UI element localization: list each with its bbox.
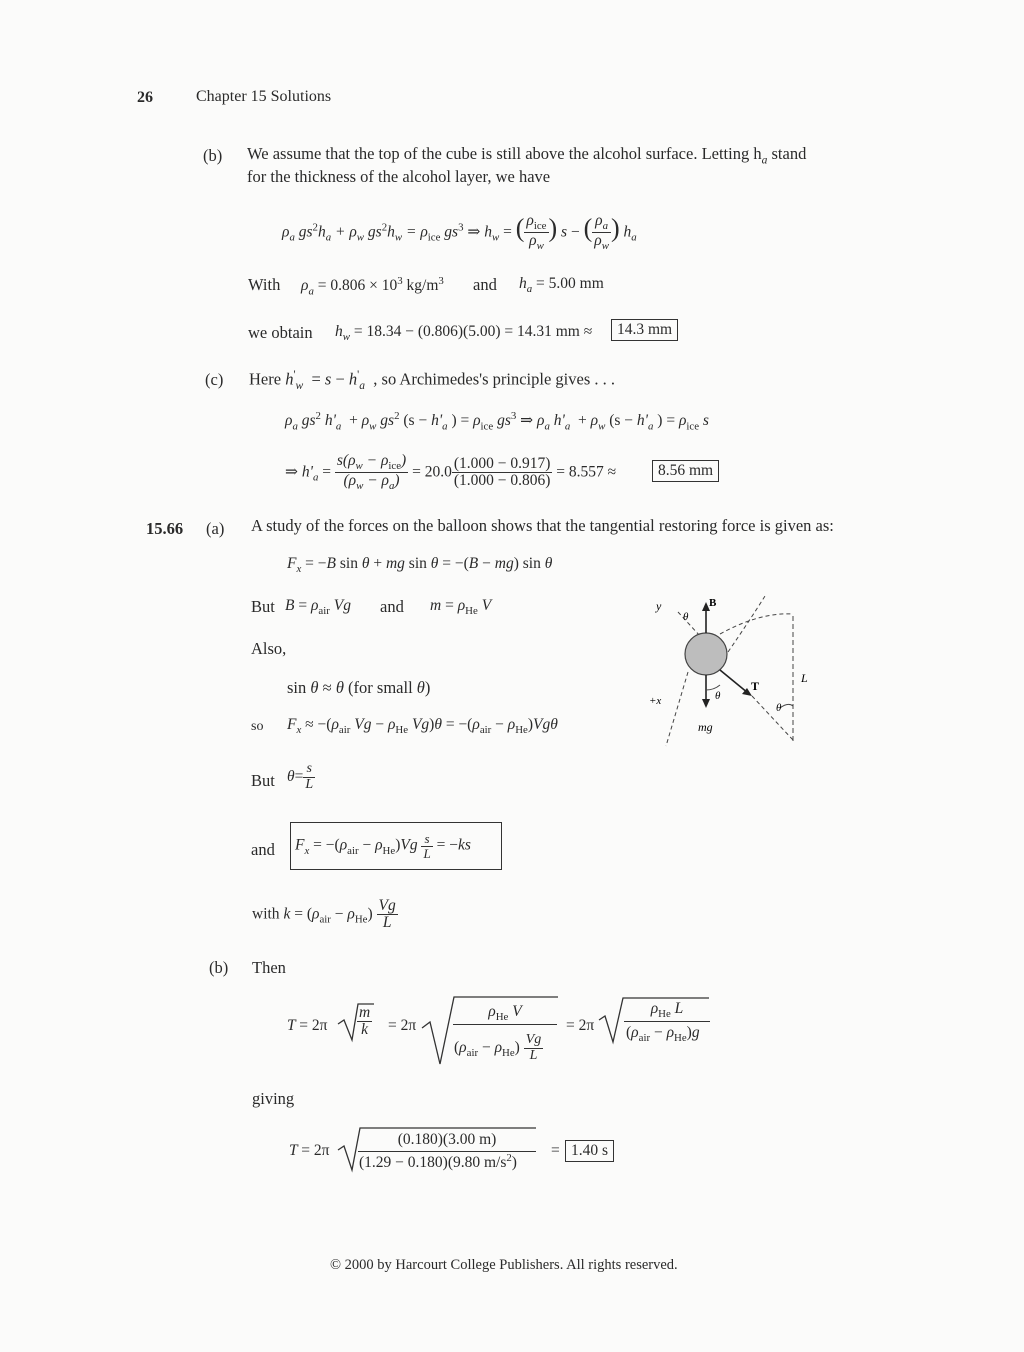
part-b1-label: (b)	[203, 146, 223, 165]
small-angle: sin θ ≈ θ (for small θ)	[287, 678, 431, 697]
copyright-footer: © 2000 by Harcourt College Publishers. All rights reserved.	[330, 1257, 678, 1273]
sqrt-3-fraction-bar	[624, 1021, 710, 1022]
rho-a-value: $\rho_a = 0.806 \times 10^3$ $kg/m^3$	[301, 275, 444, 298]
obtain-equation: $h_w = 18.34 - (0.806)(5.00) = 14.31$ mm ≈	[335, 323, 593, 344]
final-denominator: (1.29 − 0.180)(9.80 $m/s^2$)	[359, 1152, 517, 1172]
diagram-label-x: +x	[649, 695, 662, 707]
period-lhs: T = 2π	[287, 1017, 328, 1034]
diagram-label-y: y	[656, 599, 662, 613]
part-c-label: (c)	[205, 370, 224, 389]
diagram-label-theta-right: θ	[776, 702, 782, 714]
final-equals: =	[551, 1142, 560, 1159]
boxed-equation: $F_x = -(\rho_{air} - \rho_{He})Vg$ $\frac{s}{L}$ = −ks	[295, 831, 471, 861]
but-word-2: But	[251, 771, 275, 790]
giving-word: giving	[252, 1089, 295, 1108]
so-equation: $F_x \approx -(\rho_{air}$ $Vg - \rho_{He}$ $Vg)\theta = -(\rho_{air} - \rho_{He})Vg\theta$	[287, 716, 558, 737]
then-word: Then	[252, 958, 286, 977]
but-word-1: But	[251, 597, 275, 616]
fx-equation: $F_x = -B$ sin θ + mg sin θ = −(B − mg) sin θ	[287, 555, 553, 576]
theta-equation: θ= $\frac{s}{L}$	[287, 761, 314, 792]
period-eq3: = 2π	[566, 1017, 595, 1034]
part-b1-line1: We assume that the top of the cube is still above the alcohol surface. Letting $h_a$ stand	[247, 144, 807, 167]
part-c-equation-2: ⇒ $h'_a$ = $\frac{s(\rho_w - \rho_{ice})}{(\rho_w - \rho_a)}$ = 20.0 $\frac{(1.000 - 0.917)}{(1.000 - 0.806)}$ = 8.557 ≈	[285, 452, 617, 493]
balloon-diagram	[640, 590, 820, 760]
and-word-1: and	[473, 275, 497, 294]
sqrt-3-denominator: $(\rho_{air} - \rho_{He})g$	[626, 1024, 700, 1045]
with-word: With	[248, 275, 281, 294]
part-a-label: (a)	[206, 519, 225, 538]
diagram-label-mg: mg	[698, 720, 713, 734]
buoyancy-eq: $B = \rho_{air}$ Vg	[285, 597, 351, 618]
sqrt-3-numerator: $\rho_{He}$ L	[650, 1000, 684, 1021]
answer-final: 1.40 s	[565, 1140, 614, 1162]
part-b1-equation: $\rho_a$ $gs^2h_a + \rho_w$ $gs^2h_w = \rho_{ice}$ $gs^3$ ⇒ $h_w$ = ( $\frac{\rho_{ice}}{\rho_w}$ ) s − ( $\frac{\rho_a}{\rho_w}$ ) $h_a$	[282, 212, 637, 253]
diagram-label-B: B	[709, 597, 717, 609]
answer-c: 8.56 mm	[652, 460, 719, 482]
diagram-label-L: L	[801, 671, 808, 685]
chapter-title: Chapter 15 Solutions	[196, 88, 332, 105]
part-b2-label: (b)	[209, 958, 229, 977]
part-c-equation-1: $\rho_a$ $gs^2$ $h'_a + \rho_w$ $gs^2$ ($s - h'_a$ ) = $\rho_{ice}$ $gs^3$ ⇒ $\rho_a$ $h'_a + \rho_w$ ($s - h'_a$ ) = $\rho_{ice}$ s	[285, 410, 709, 433]
so-word: so	[251, 719, 264, 734]
sqrt-2-denominator: $(\rho_{air} - \rho_{He})$ $\frac{Vg}{L}$	[454, 1032, 542, 1063]
diagram-label-theta-top: θ	[683, 611, 689, 623]
mass-eq: $m = \rho_{He}$ V	[430, 597, 492, 618]
final-numerator: (0.180)(3.00 m)	[397, 1131, 497, 1148]
and-word-3: and	[251, 840, 275, 859]
period-eq2: = 2π	[388, 1017, 417, 1034]
final-lhs: T = 2π	[289, 1142, 330, 1159]
obtain-word: we obtain	[248, 323, 313, 342]
h-a-value: $h_a = 5.00$ mm	[519, 275, 604, 296]
part-b1-line2: for the thickness of the alcohol layer, we have	[247, 167, 551, 186]
also-word: Also,	[251, 639, 287, 658]
k-equation: with $k = (\rho_{air} - \rho_{He})$ $\frac{Vg}{L}$	[252, 897, 396, 932]
answer-b1: 14.3 mm	[611, 319, 678, 341]
diagram-label-theta-mid: θ	[715, 690, 721, 702]
page-number: 26	[137, 89, 153, 106]
problem-number: 15.66	[146, 519, 184, 538]
sqrt-2-numerator: $\rho_{He}$ V	[488, 1003, 522, 1024]
problem-intro: A study of the forces on the balloon shows that the tangential restoring force is given as:	[251, 516, 834, 535]
and-word-2: and	[380, 597, 404, 616]
diagram-label-T: T	[751, 679, 760, 693]
sqrt-m-over-k: $\frac{m}{k}$	[359, 1004, 371, 1039]
sqrt-2-fraction-bar	[453, 1024, 557, 1025]
part-c-line1: Here $h'_w = s - h'_a$ , so Archimedes's principle gives . . .	[249, 369, 616, 392]
